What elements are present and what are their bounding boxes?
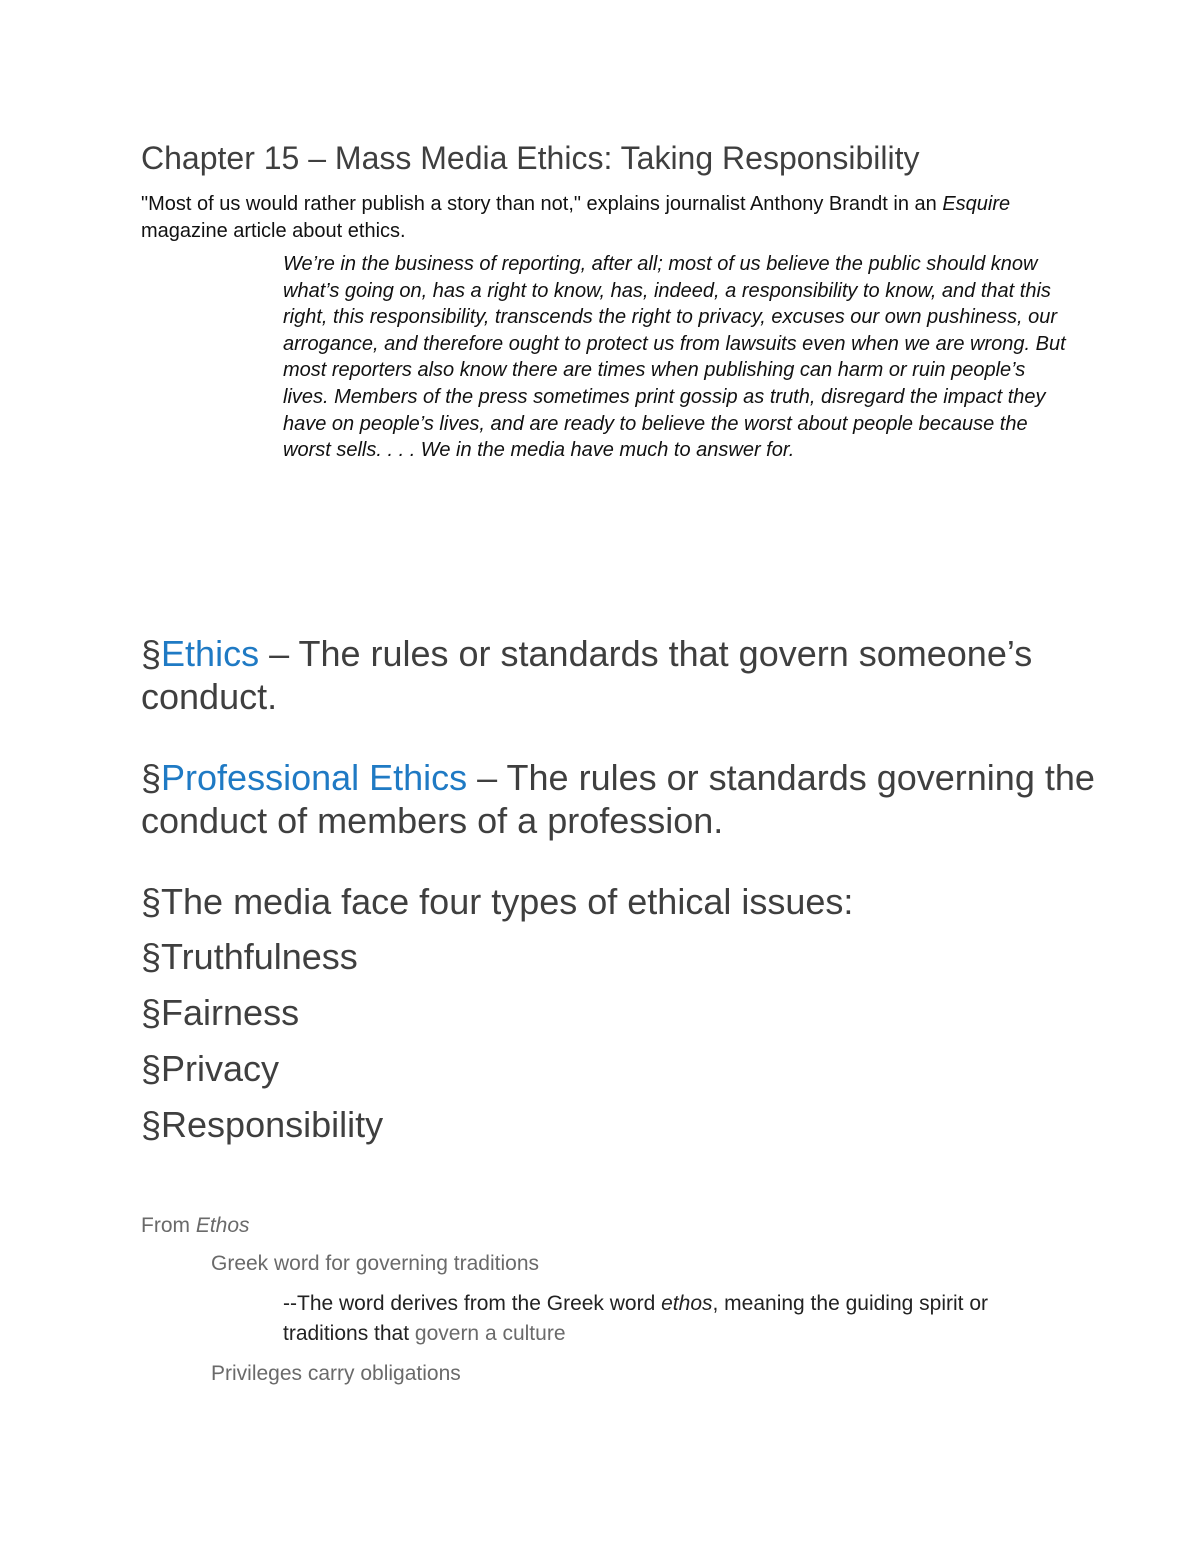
etymology-derivation	[283, 1289, 1073, 1349]
chapter-title: Chapter 15 – Mass Media Ethics: Taking Responsibility	[141, 140, 920, 176]
intro-paragraph	[141, 191, 1071, 245]
from-label: From	[141, 1214, 196, 1237]
issue-item	[141, 1103, 1101, 1146]
intro-text-before: "Most of us would rather publish a story than not," explains journalist Anthony Brandt in an	[141, 193, 943, 215]
definition-ethics	[141, 632, 1101, 718]
definition-professional-ethics	[141, 756, 1101, 842]
term-professional-ethics: Professional Ethics	[161, 757, 468, 798]
issue-fairness: Fairness	[161, 992, 300, 1033]
issue-item	[141, 1047, 1101, 1090]
section-bullet: §	[141, 633, 162, 674]
etymology-privileges: Privileges carry obligations	[211, 1362, 461, 1385]
derive-text-after: govern a culture	[414, 1322, 566, 1345]
issue-truthfulness: Truthfulness	[161, 936, 358, 977]
issue-item	[141, 935, 1101, 978]
derive-text-before: --The word derives from the Greek word	[283, 1292, 662, 1315]
intro-magazine-name: Esquire	[942, 193, 1011, 215]
issues-intro-text: The media face four types of ethical issues:	[161, 881, 854, 922]
etymology-greek: Greek word for governing traditions	[211, 1252, 539, 1275]
etymology-from	[141, 1211, 250, 1241]
from-word: Ethos	[195, 1214, 250, 1237]
section-bullet: §	[141, 1048, 162, 1089]
section-bullet: §	[141, 1104, 162, 1145]
derive-text-middle: , meaning the guiding spirit or traditions that	[283, 1292, 988, 1345]
section-bullet: §	[141, 992, 162, 1033]
issue-item	[141, 991, 1101, 1034]
issues-intro	[141, 880, 1101, 923]
section-bullet: §	[141, 881, 162, 922]
definition-ethics-text: – The rules or standards that govern someone’s conduct.	[141, 633, 1033, 717]
section-bullet: §	[141, 757, 162, 798]
derive-italic-word: ethos	[661, 1292, 713, 1315]
intro-text-after: magazine article about ethics.	[141, 220, 406, 242]
definition-professional-ethics-text: – The rules or standards governing the conduct of members of a profession.	[141, 757, 1095, 841]
issue-responsibility: Responsibility	[161, 1104, 384, 1145]
issue-privacy: Privacy	[161, 1048, 280, 1089]
section-bullet: §	[141, 936, 162, 977]
block-quote: We’re in the business of reporting, after all; most of us believe the public should know what’s going on, has a right to know, has, indeed, a responsibility to know, and that this right, this responsibility, transcends the right to privacy, excuses our own pushiness, our arrogance, and therefore ought to protect us from lawsuits even when we are wrong. But most reporters also know there are times when publishing can harm or ruin people’s lives. Members of the press sometimes print gossip as truth, disregard the impact they have on people’s lives, and are ready to believe the worst about people because the worst sells. . . . We in the media have much to answer for.	[283, 253, 1066, 462]
term-ethics: Ethics	[161, 633, 260, 674]
